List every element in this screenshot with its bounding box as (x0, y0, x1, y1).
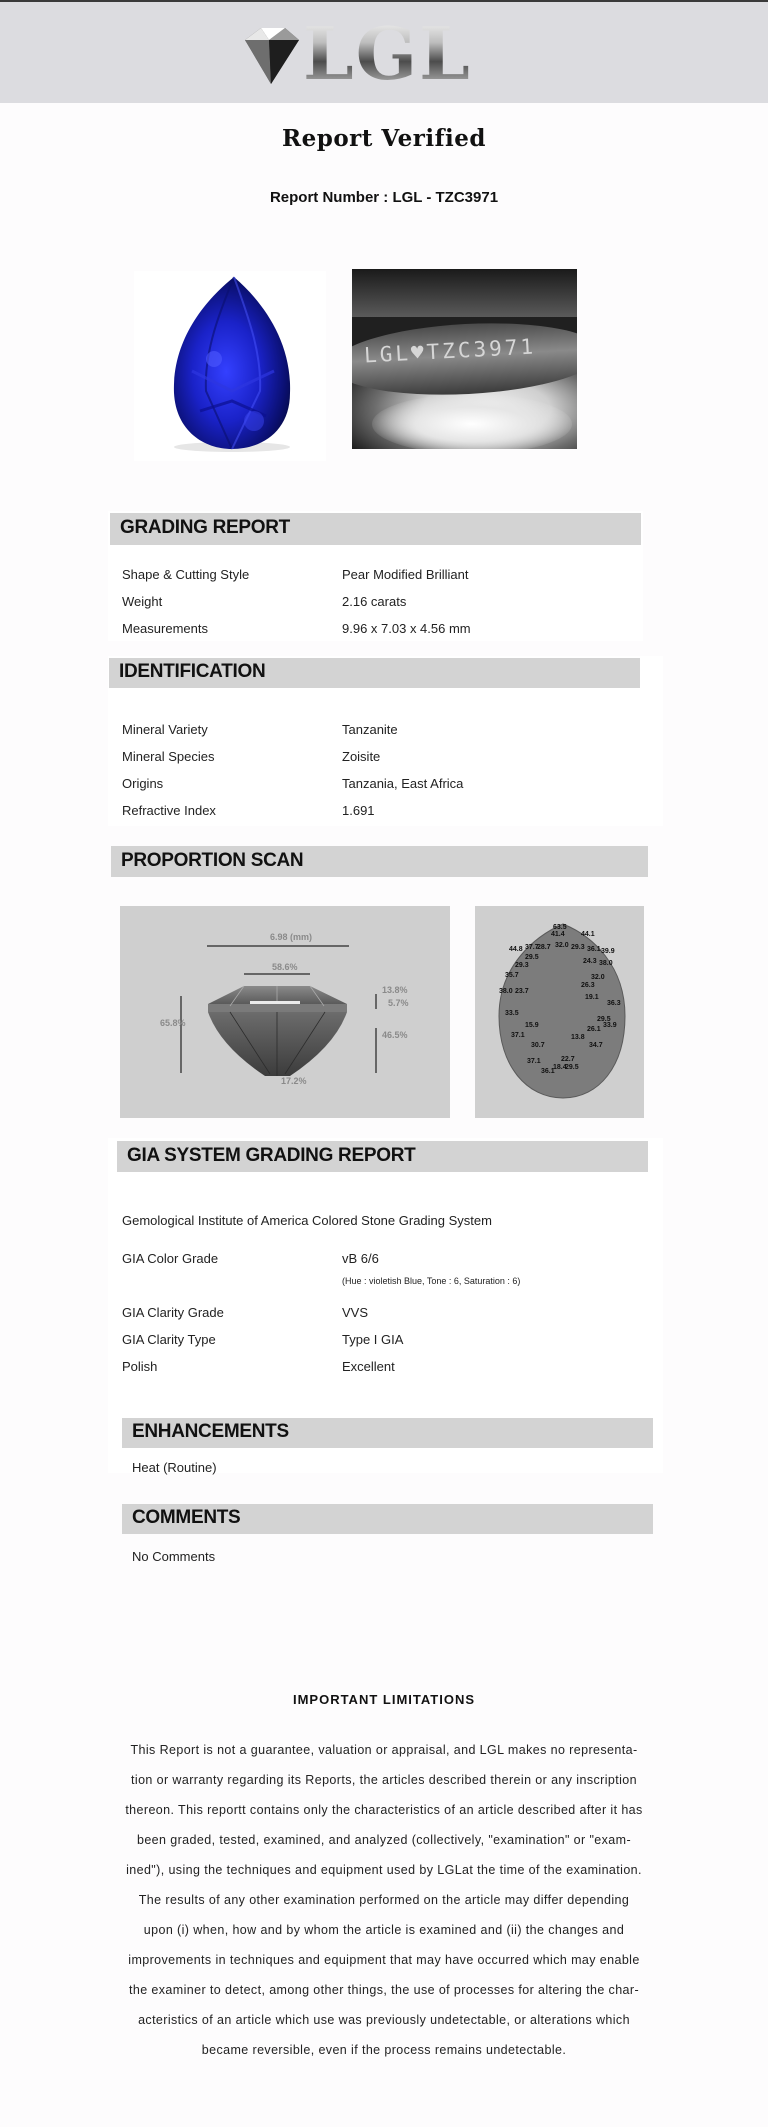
refractive-index-label: Refractive Index (122, 803, 216, 818)
limitations-line: The results of any other examination performed on the article may differ depending (138, 1893, 630, 1907)
top-view-value: 36.1 (587, 946, 601, 953)
limitations-line: tion or warranty regarding its Reports, the articles described therein or any inscription (131, 1773, 637, 1787)
top-view-value: 35.7 (505, 972, 519, 979)
weight-label: Weight (122, 594, 163, 609)
top-view-value: 44.1 (581, 931, 595, 938)
top-view-value: 38.0 (499, 988, 513, 995)
top-view-value: 15.9 (525, 1022, 539, 1029)
grading-report-heading: GRADING REPORT (120, 517, 290, 538)
mineral-species-label: Mineral Species (122, 749, 215, 764)
top-view-value: 29.5 (597, 1016, 611, 1023)
depth-label: 65.8% (160, 1018, 186, 1028)
top-view-value: 13.8 (571, 1034, 585, 1041)
gia-color-value: vB 6/6 (342, 1251, 379, 1266)
report-page (0, 103, 768, 2127)
comments-header (122, 1504, 653, 1534)
page-title: Report Verified (282, 125, 486, 152)
measurements-label: Measurements (122, 621, 208, 636)
comments-heading: COMMENTS (132, 1507, 241, 1528)
comments-text: No Comments (132, 1549, 216, 1564)
top-view-value: 32.0 (591, 974, 605, 981)
crown-label: 13.8% (382, 985, 408, 995)
shape-label: Shape & Cutting Style (122, 567, 250, 582)
origins-value: Tanzania, East Africa (342, 776, 464, 791)
gia-clarity-type-label: GIA Clarity Type (122, 1332, 216, 1347)
polish-value: Excellent (342, 1359, 395, 1374)
logo-text: LGL (303, 11, 472, 96)
proportion-scan-heading: PROPORTION SCAN (121, 850, 304, 871)
identification-heading: IDENTIFICATION (119, 661, 266, 682)
top-view-value: 38.0 (599, 960, 613, 967)
top-view-value: 33.9 (603, 1022, 617, 1029)
limitations-heading: IMPORTANT LIMITATIONS (292, 1692, 476, 1707)
inscription-shadow (352, 269, 577, 317)
identification-header (109, 658, 640, 688)
top-view-value: 18.4 (553, 1064, 567, 1071)
top-view-value: 32.0 (555, 942, 569, 949)
top-view-value: 37.1 (527, 1058, 541, 1065)
culet-label: 17.2% (281, 1076, 307, 1086)
gia-clarity-type-value: Type I GIA (342, 1332, 404, 1347)
mineral-species-value: Zoisite (342, 749, 381, 764)
gia-header (117, 1141, 648, 1172)
top-view-value: 33.5 (505, 1010, 519, 1017)
enhancements-heading: ENHANCEMENTS (132, 1421, 289, 1442)
lgl-logo[interactable] (233, 11, 493, 96)
top-view-value: 19.1 (585, 994, 599, 1001)
limitations-line: the examiner to detect, among other things, the use of processes for altering the char- (128, 1983, 640, 1997)
top-view-value: 26.3 (581, 982, 595, 989)
top-view-value: 28.7 (537, 944, 551, 951)
top-view-value: 34.7 (589, 1042, 603, 1049)
limitations-line: upon (i) when, how and by whom the article is examined and (ii) the changes and (143, 1923, 625, 1937)
limitations-line: been graded, tested, examined, and analyzed (collectively, "examination" or "exam- (136, 1833, 632, 1847)
measurements-value: 9.96 x 7.03 x 4.56 mm (342, 621, 471, 636)
top-view-value: 39.9 (601, 948, 615, 955)
top-view-value: 24.3 (583, 958, 597, 965)
top-view-value: 26.1 (587, 1026, 601, 1033)
top-view-value: 36.3 (607, 1000, 621, 1007)
limitations-line: improvements in techniques and equipment that may have occurred which may enable (128, 1953, 640, 1967)
enhancements-text: Heat (Routine) (132, 1460, 217, 1475)
gem-photo (134, 271, 326, 461)
gia-system-text: Gemological Institute of America Colored Stone Grading System (122, 1213, 492, 1228)
top-view-value: 36.1 (541, 1068, 555, 1075)
proportion-scan-header (111, 846, 648, 877)
limitations-line: thereon. This reportt contains only the characteristics of an article described after it has (125, 1803, 643, 1817)
shape-value: Pear Modified Brilliant (342, 567, 469, 582)
table-label: 58.6% (272, 962, 298, 972)
gia-clarity-grade-label: GIA Clarity Grade (122, 1305, 224, 1320)
top-view-value: 37.1 (511, 1032, 525, 1039)
gia-color-label: GIA Color Grade (122, 1251, 219, 1266)
top-view-value: 23.7 (515, 988, 529, 995)
diamond-icon (233, 22, 303, 92)
top-view-value: 37.7 (525, 944, 539, 951)
mineral-variety-label: Mineral Variety (122, 722, 208, 737)
inscription-photo (352, 269, 577, 449)
proportion-top-view (475, 906, 644, 1118)
enhancements-header (122, 1418, 653, 1448)
inscription-text: LGL♥TZC3971 (363, 334, 537, 368)
top-view-value: 63.5 (553, 924, 567, 931)
header-banner (0, 0, 768, 103)
gia-heading: GIA SYSTEM GRADING REPORT (127, 1145, 416, 1166)
pavilion-label: 46.5% (382, 1030, 408, 1040)
top-view-value: 29.3 (571, 944, 585, 951)
top-view-value: 29.5 (525, 954, 539, 961)
grading-report-header (110, 513, 641, 545)
limitations-line: acteristics of an article which use was previously undetectable, or alterations which (138, 2013, 630, 2027)
gia-color-note: (Hue : violetish Blue, Tone : 6, Saturation : 6) (342, 1276, 521, 1286)
polish-label: Polish (122, 1359, 158, 1374)
top-view-value: 29.5 (565, 1064, 579, 1071)
top-view-value: 29.3 (515, 962, 529, 969)
origins-label: Origins (122, 776, 164, 791)
weight-value: 2.16 carats (342, 594, 407, 609)
width-label: 6.98 (mm) (270, 932, 313, 942)
gia-clarity-grade-value: VVS (342, 1305, 369, 1320)
limitations-line: ined"), using the techniques and equipment used by LGLat the time of the examination. (126, 1863, 642, 1877)
limitations-line: This Report is not a guarantee, valuation or appraisal, and LGL makes no representa- (130, 1743, 638, 1757)
inscription-glow (372, 394, 572, 449)
top-view-value: 30.7 (531, 1042, 545, 1049)
proportion-side-view (120, 906, 450, 1118)
top-view-value: 44.8 (509, 946, 523, 953)
top-view-value: 22.7 (561, 1056, 575, 1063)
girdle-label: 5.7% (388, 998, 409, 1008)
report-number: Report Number : LGL - TZC3971 (269, 189, 499, 206)
limitations-line: became reversible, even if the process remains undetectable. (201, 2043, 567, 2057)
top-view-value: 41.4 (551, 931, 565, 938)
refractive-index-value: 1.691 (342, 803, 375, 818)
mineral-variety-value: Tanzanite (342, 722, 398, 737)
